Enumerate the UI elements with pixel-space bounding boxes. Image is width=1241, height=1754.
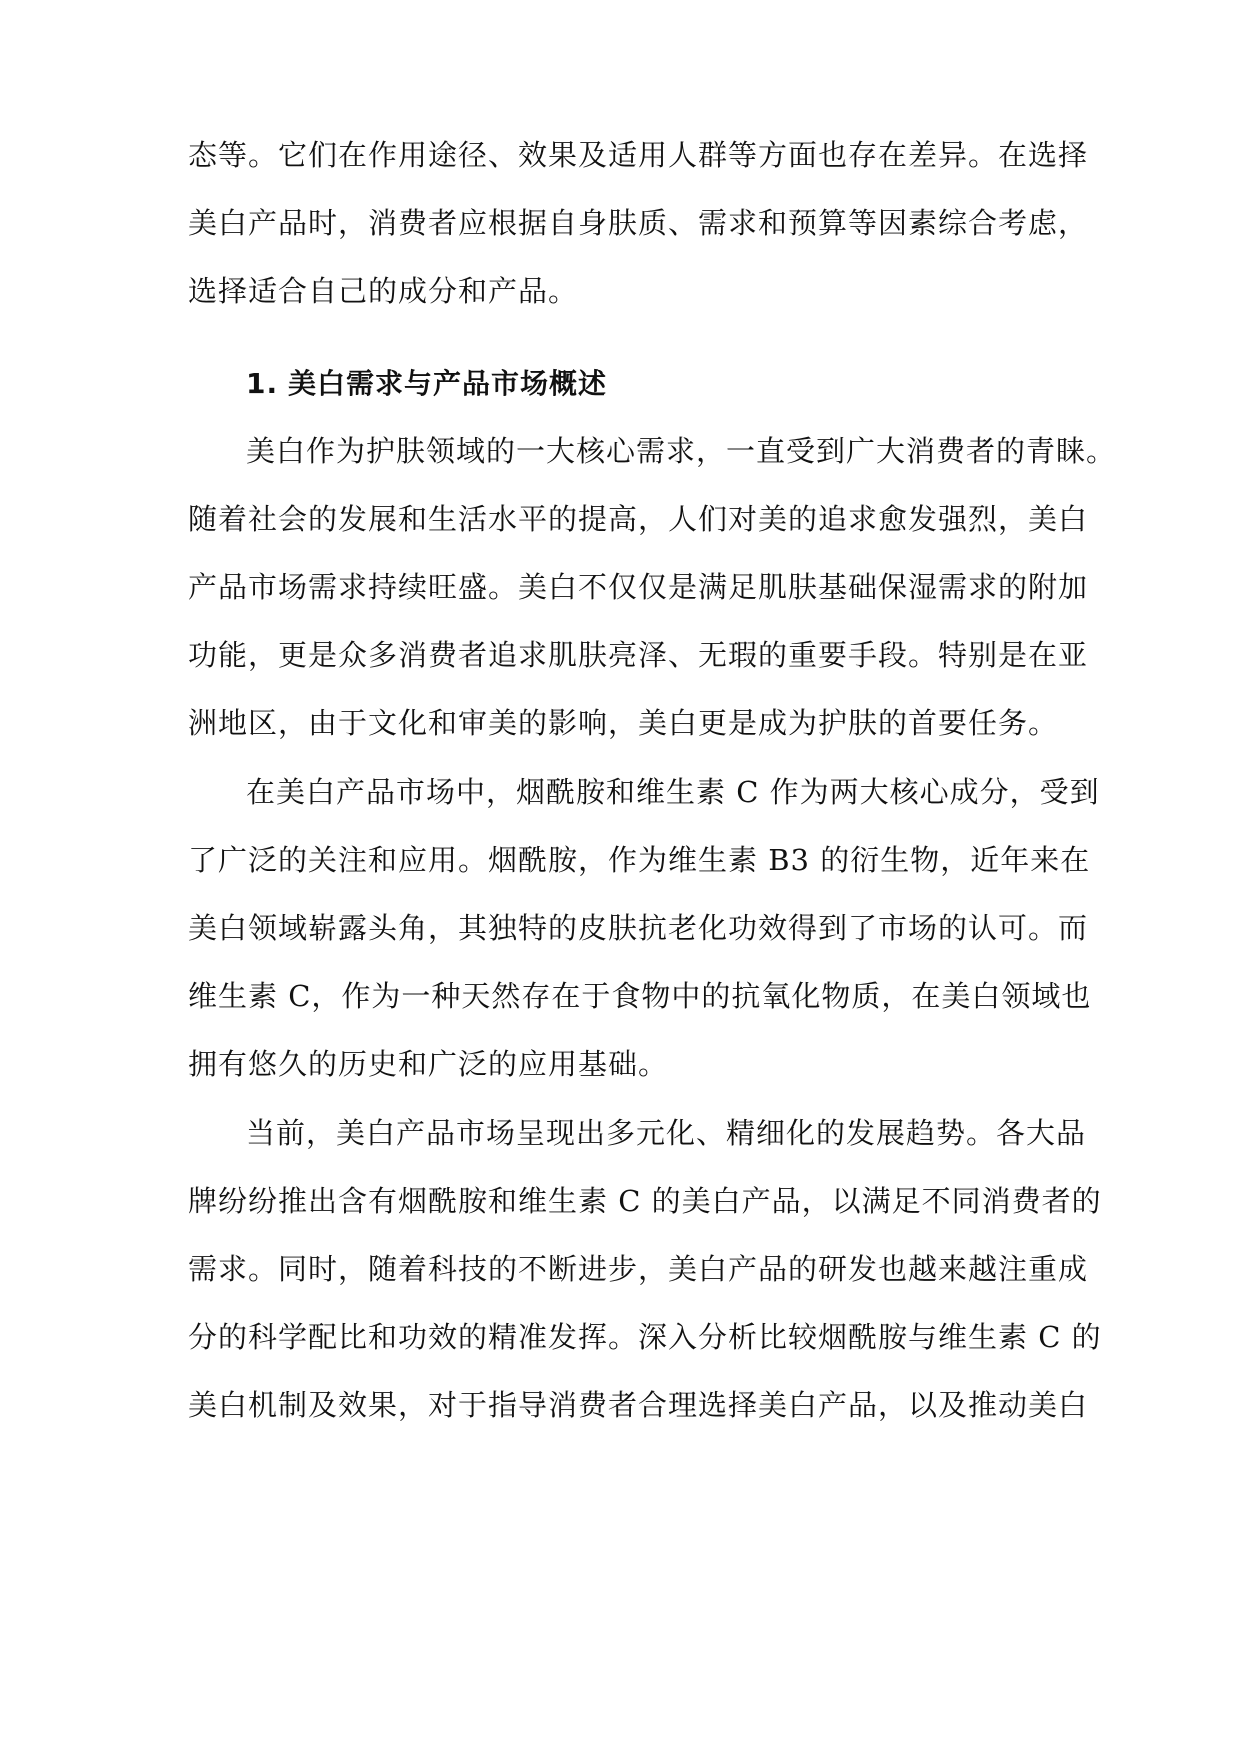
section-number: 1. <box>246 367 279 400</box>
paragraph-line: 产品市场需求持续旺盛。美白不仅仅是满足肌肤基础保湿需求的附加 <box>188 570 1089 604</box>
paragraph-line: 洲地区，由于文化和审美的影响，美白更是成为护肤的首要任务。 <box>188 706 1059 740</box>
paragraph-line: 功能，更是众多消费者追求肌肤亮泽、无瑕的重要手段。特别是在亚 <box>188 638 1089 672</box>
paragraph-line: 分的科学配比和功效的精准发挥。深入分析比较烟酰胺与维生素 C 的 <box>188 1320 1102 1354</box>
paragraph-line: 了广泛的关注和应用。烟酰胺，作为维生素 B3 的衍生物，近年来在 <box>188 843 1091 877</box>
paragraph-line: 当前，美白产品市场呈现出多元化、精细化的发展趋势。各大品 <box>246 1116 1087 1150</box>
paragraph-line: 随着社会的发展和生活水平的提高，人们对美的追求愈发强烈，美白 <box>188 502 1089 536</box>
paragraph-line: 美白机制及效果，对于指导消费者合理选择美白产品，以及推动美白 <box>188 1388 1089 1422</box>
paragraph-line: 在美白产品市场中，烟酰胺和维生素 C 作为两大核心成分，受到 <box>246 775 1100 809</box>
paragraph-line: 牌纷纷推出含有烟酰胺和维生素 C 的美白产品，以满足不同消费者的 <box>188 1184 1102 1218</box>
paragraph-line: 维生素 C，作为一种天然存在于食物中的抗氧化物质，在美白领域也 <box>188 979 1092 1013</box>
paragraph-line: 拥有悠久的历史和广泛的应用基础。 <box>188 1047 669 1081</box>
paragraph-line: 美白领域崭露头角，其独特的皮肤抗老化功效得到了市场的认可。而 <box>188 911 1089 945</box>
section-title: 美白需求与产品市场概述 <box>288 367 608 400</box>
paragraph-line: 选择适合自己的成分和产品。 <box>188 274 579 308</box>
section-heading <box>246 364 607 404</box>
paragraph-line: 需求。同时，随着科技的不断进步，美白产品的研发也越来越注重成 <box>188 1252 1089 1286</box>
paragraph-line: 态等。它们在作用途径、效果及适用人群等方面也存在差异。在选择 <box>188 138 1089 172</box>
paragraph-line: 美白产品时，消费者应根据自身肤质、需求和预算等因素综合考虑， <box>188 206 1089 240</box>
paragraph-line: 美白作为护肤领域的一大核心需求，一直受到广大消费者的青睐。 <box>246 434 1117 468</box>
